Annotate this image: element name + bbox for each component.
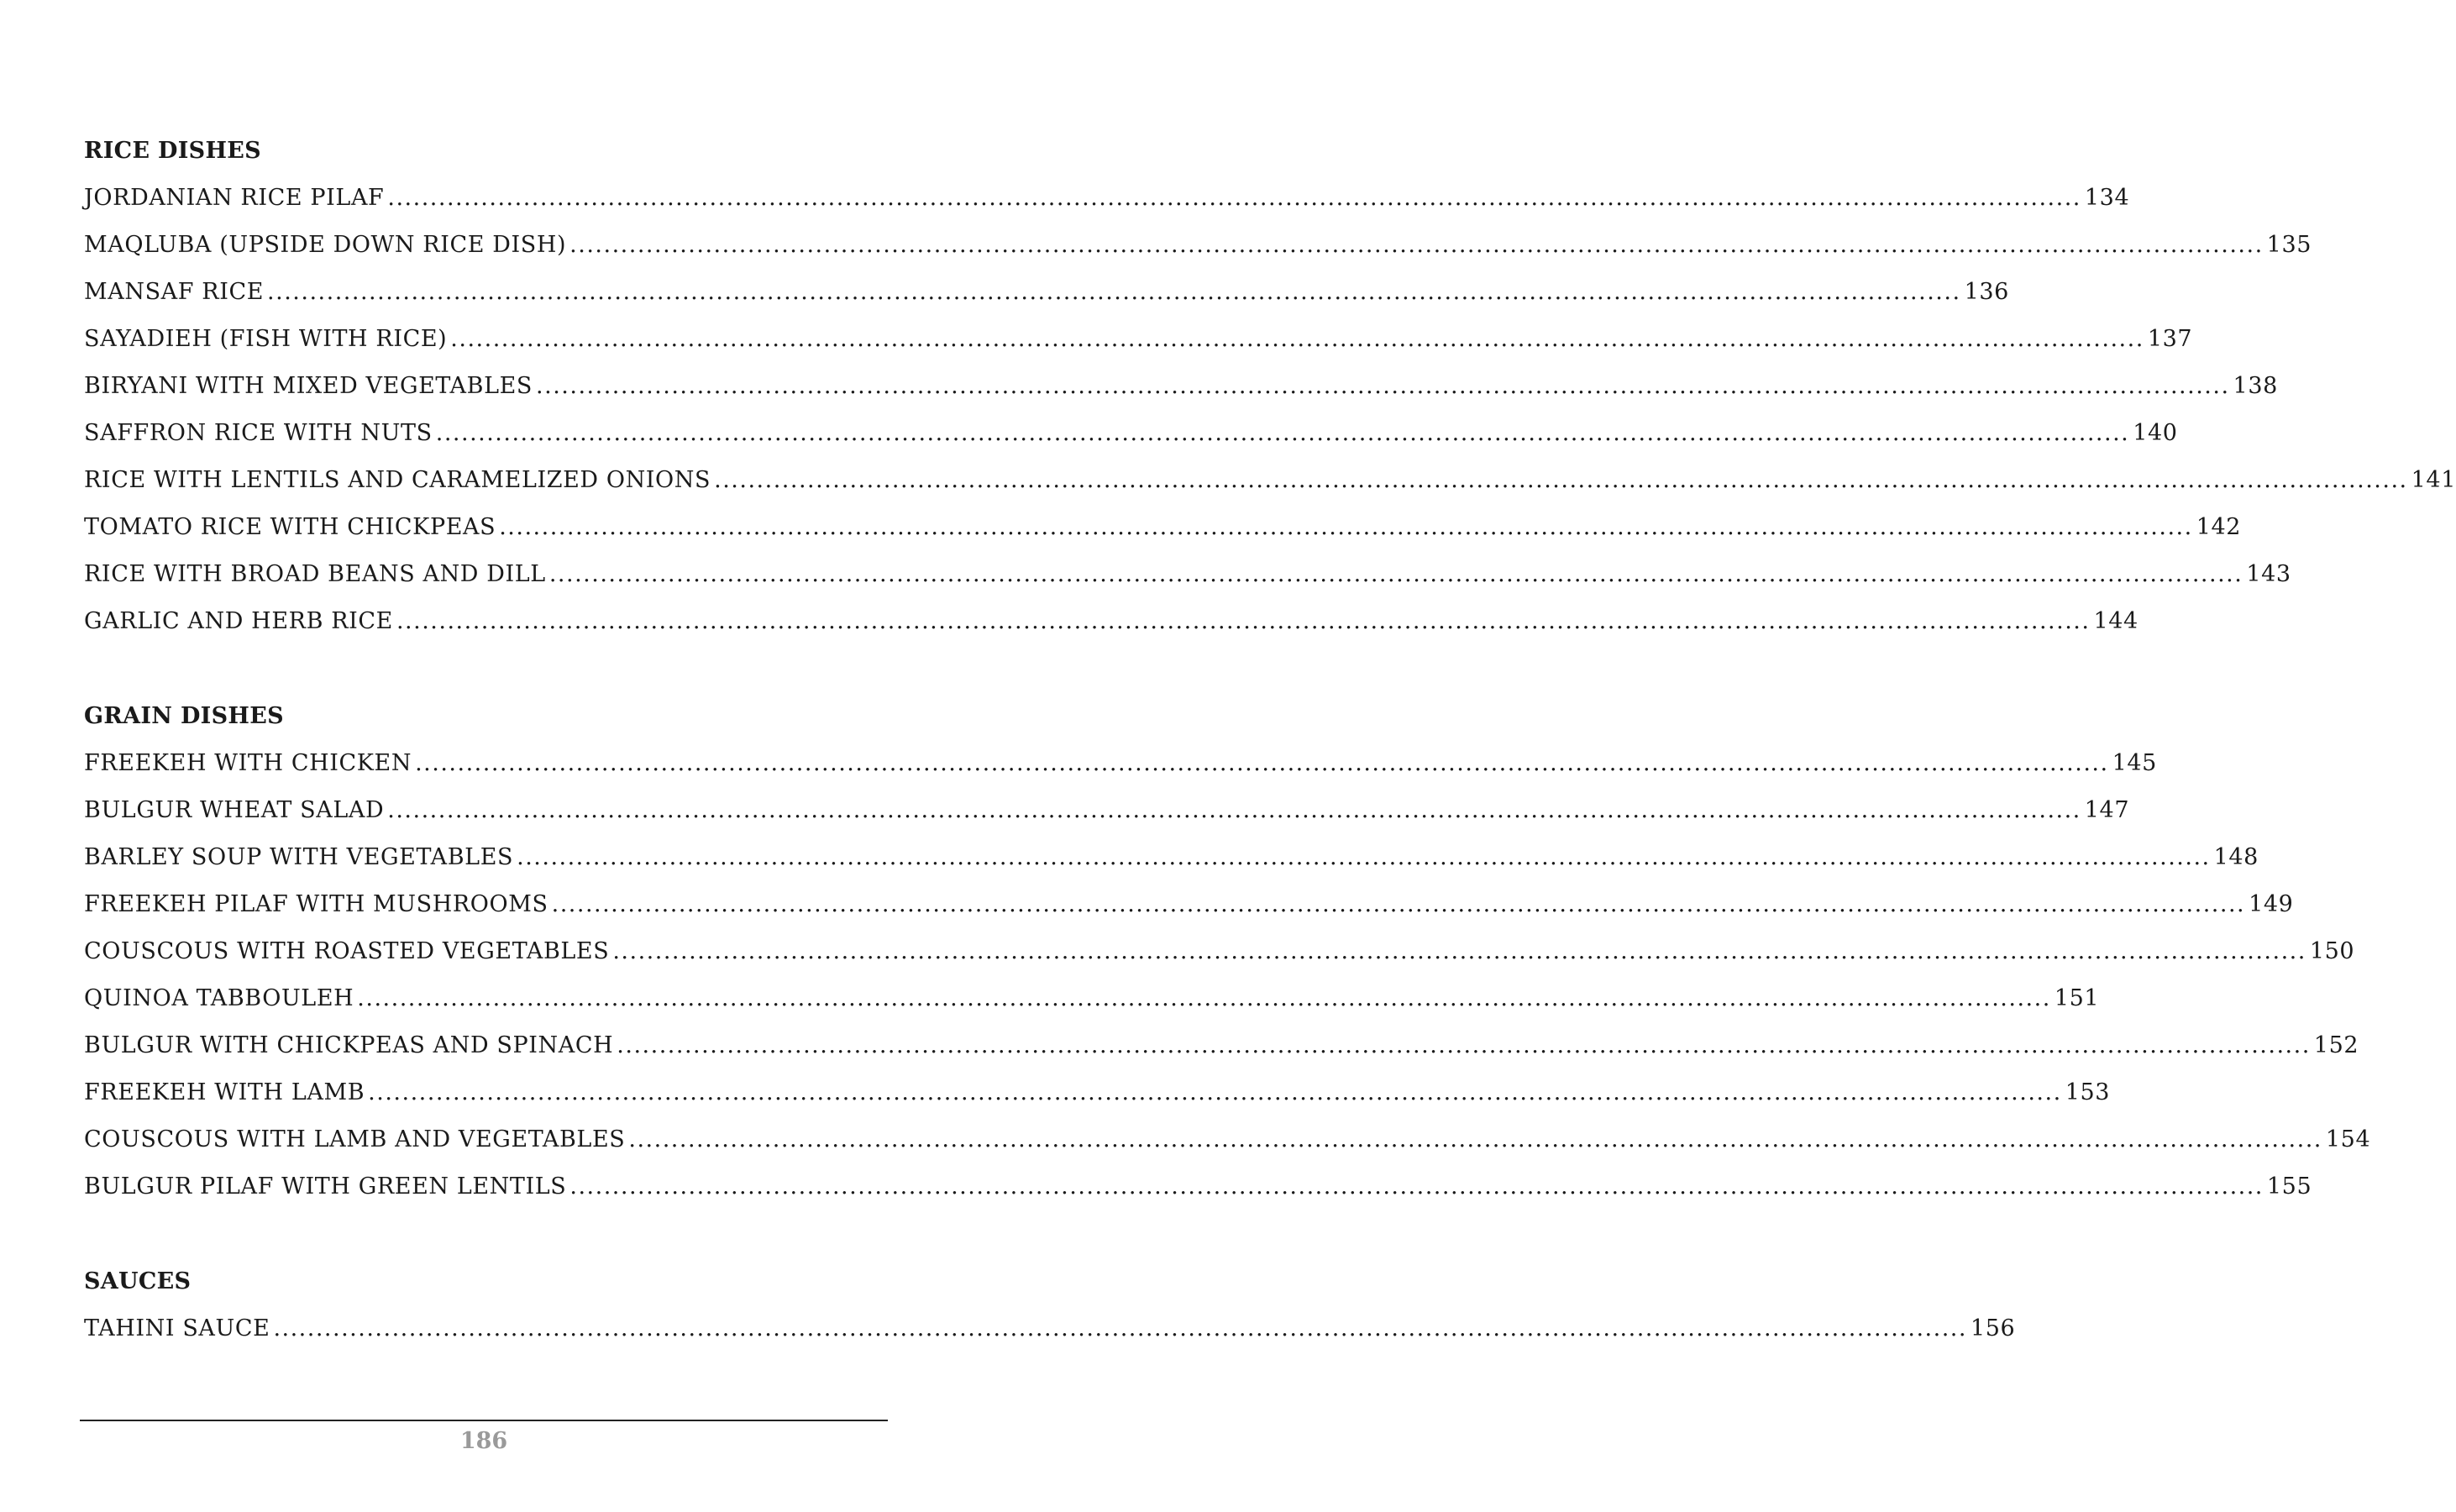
dot-leader: ........................................................................................................................................................................................................ <box>415 750 2109 776</box>
toc-entry[interactable] <box>84 928 2355 975</box>
dot-leader: ........................................................................................................................................................................................................ <box>714 467 2408 493</box>
entry-page-number: 153 <box>2065 1079 2111 1105</box>
entry-title: MAQLUBA (UPSIDE DOWN RICE DISH) <box>84 232 567 258</box>
dot-leader: ........................................................................................................................................................................................................ <box>628 1126 2322 1152</box>
entry-page-number: 144 <box>2093 608 2139 634</box>
dot-leader: ........................................................................................................................................................................................................ <box>499 514 2193 540</box>
section-heading: SAUCES <box>84 1268 192 1294</box>
toc-entry[interactable] <box>84 504 2242 551</box>
toc-section-rice-dishes <box>84 128 2456 645</box>
entry-page-number: 143 <box>2246 561 2291 587</box>
dot-leader: ........................................................................................................................................................................................................ <box>536 373 2230 399</box>
dot-leader: ........................................................................................................................................................................................................ <box>387 185 2081 211</box>
entry-title: SAYADIEH (FISH WITH RICE) <box>84 326 448 352</box>
entry-title: GARLIC AND HERB RICE <box>84 608 393 634</box>
dot-leader: ........................................................................................................................................................................................................ <box>517 844 2211 870</box>
entry-page-number: 134 <box>2084 185 2130 211</box>
toc-entry[interactable] <box>84 1116 2371 1163</box>
entry-title: MANSAF RICE <box>84 279 265 305</box>
entry-page-number: 156 <box>1970 1315 2016 1341</box>
entry-page-number: 140 <box>2133 420 2178 446</box>
toc-entry[interactable] <box>84 881 2294 928</box>
toc-entry[interactable] <box>84 1163 2312 1210</box>
entry-page-number: 138 <box>2233 373 2278 399</box>
dot-leader: ........................................................................................................................................................................................................ <box>273 1315 1967 1341</box>
dot-leader: ........................................................................................................................................................................................................ <box>617 1032 2311 1058</box>
entry-page-number: 136 <box>1964 279 2009 305</box>
toc-entry[interactable] <box>84 363 2278 410</box>
dot-leader: ........................................................................................................................................................................................................ <box>396 608 2091 634</box>
dot-leader: ........................................................................................................................................................................................................ <box>357 985 2051 1011</box>
toc-entry[interactable] <box>84 316 2193 363</box>
toc-entry[interactable] <box>84 551 2291 598</box>
dot-leader: ........................................................................................................................................................................................................ <box>450 326 2144 352</box>
footer-rule <box>80 1420 888 1421</box>
entry-page-number: 155 <box>2266 1173 2312 1200</box>
dot-leader: ........................................................................................................................................................................................................ <box>267 279 1961 305</box>
dot-leader: ........................................................................................................................................................................................................ <box>569 1173 2264 1200</box>
entry-page-number: 142 <box>2196 514 2242 540</box>
dot-leader: ........................................................................................................................................................................................................ <box>548 561 2243 587</box>
toc-entry[interactable] <box>84 740 2157 787</box>
toc-section-sauces <box>84 1258 2016 1352</box>
entry-page-number: 154 <box>2325 1126 2371 1152</box>
toc-entry[interactable] <box>84 222 2312 269</box>
toc-entry[interactable] <box>84 1069 2111 1116</box>
toc-entry[interactable] <box>84 457 2456 504</box>
dot-leader: ........................................................................................................................................................................................................ <box>551 891 2246 917</box>
toc-entry[interactable] <box>84 975 2100 1022</box>
entry-title: RICE WITH LENTILS AND CARAMELIZED ONIONS <box>84 467 711 493</box>
entry-page-number: 148 <box>2213 844 2259 870</box>
entry-page-number: 137 <box>2147 326 2193 352</box>
entry-title: BULGUR WITH CHICKPEAS AND SPINACH <box>84 1032 614 1058</box>
entry-title: JORDANIAN RICE PILAF <box>84 185 385 211</box>
entry-page-number: 152 <box>2313 1032 2359 1058</box>
entry-page-number: 150 <box>2309 938 2355 964</box>
entry-page-number: 141 <box>2411 467 2456 493</box>
dot-leader: ........................................................................................................................................................................................................ <box>612 938 2306 964</box>
entry-page-number: 145 <box>2112 750 2157 776</box>
toc-entry[interactable] <box>84 1305 2016 1352</box>
table-of-contents-page <box>84 0 2456 1512</box>
entry-title: BARLEY SOUP WITH VEGETABLES <box>84 844 514 870</box>
toc-entry[interactable] <box>84 269 2009 316</box>
toc-entry[interactable] <box>84 175 2130 222</box>
entry-title: FREEKEH PILAF WITH MUSHROOMS <box>84 891 548 917</box>
entry-title: TOMATO RICE WITH CHICKPEAS <box>84 514 496 540</box>
dot-leader: ........................................................................................................................................................................................................ <box>368 1079 2062 1105</box>
entry-title: BULGUR WHEAT SALAD <box>84 797 385 823</box>
toc-entry[interactable] <box>84 410 2178 457</box>
entry-page-number: 147 <box>2084 797 2130 823</box>
entry-title: QUINOA TABBOULEH <box>84 985 354 1011</box>
entry-title: SAFFRON RICE WITH NUTS <box>84 420 433 446</box>
entry-title: TAHINI SAUCE <box>84 1315 270 1341</box>
toc-entry[interactable] <box>84 1022 2359 1069</box>
toc-entry[interactable] <box>84 834 2259 881</box>
toc-entry[interactable] <box>84 787 2130 834</box>
section-heading: GRAIN DISHES <box>84 703 284 729</box>
entry-title: RICE WITH BROAD BEANS AND DILL <box>84 561 546 587</box>
entry-title: COUSCOUS WITH ROASTED VEGETABLES <box>84 938 610 964</box>
page-number: 186 <box>459 1428 508 1454</box>
entry-page-number: 151 <box>2054 985 2100 1011</box>
entry-title: BULGUR PILAF WITH GREEN LENTILS <box>84 1173 567 1200</box>
section-heading: RICE DISHES <box>84 138 261 164</box>
entry-title: COUSCOUS WITH LAMB AND VEGETABLES <box>84 1126 626 1152</box>
toc-entry[interactable] <box>84 598 2139 645</box>
dot-leader: ........................................................................................................................................................................................................ <box>435 420 2130 446</box>
entry-page-number: 135 <box>2266 232 2312 258</box>
entry-title: FREEKEH WITH CHICKEN <box>84 750 412 776</box>
dot-leader: ........................................................................................................................................................................................................ <box>387 797 2081 823</box>
entry-title: BIRYANI WITH MIXED VEGETABLES <box>84 373 533 399</box>
entry-title: FREEKEH WITH LAMB <box>84 1079 365 1105</box>
toc-section-grain-dishes <box>84 693 2371 1210</box>
entry-page-number: 149 <box>2249 891 2294 917</box>
dot-leader: ........................................................................................................................................................................................................ <box>569 232 2264 258</box>
